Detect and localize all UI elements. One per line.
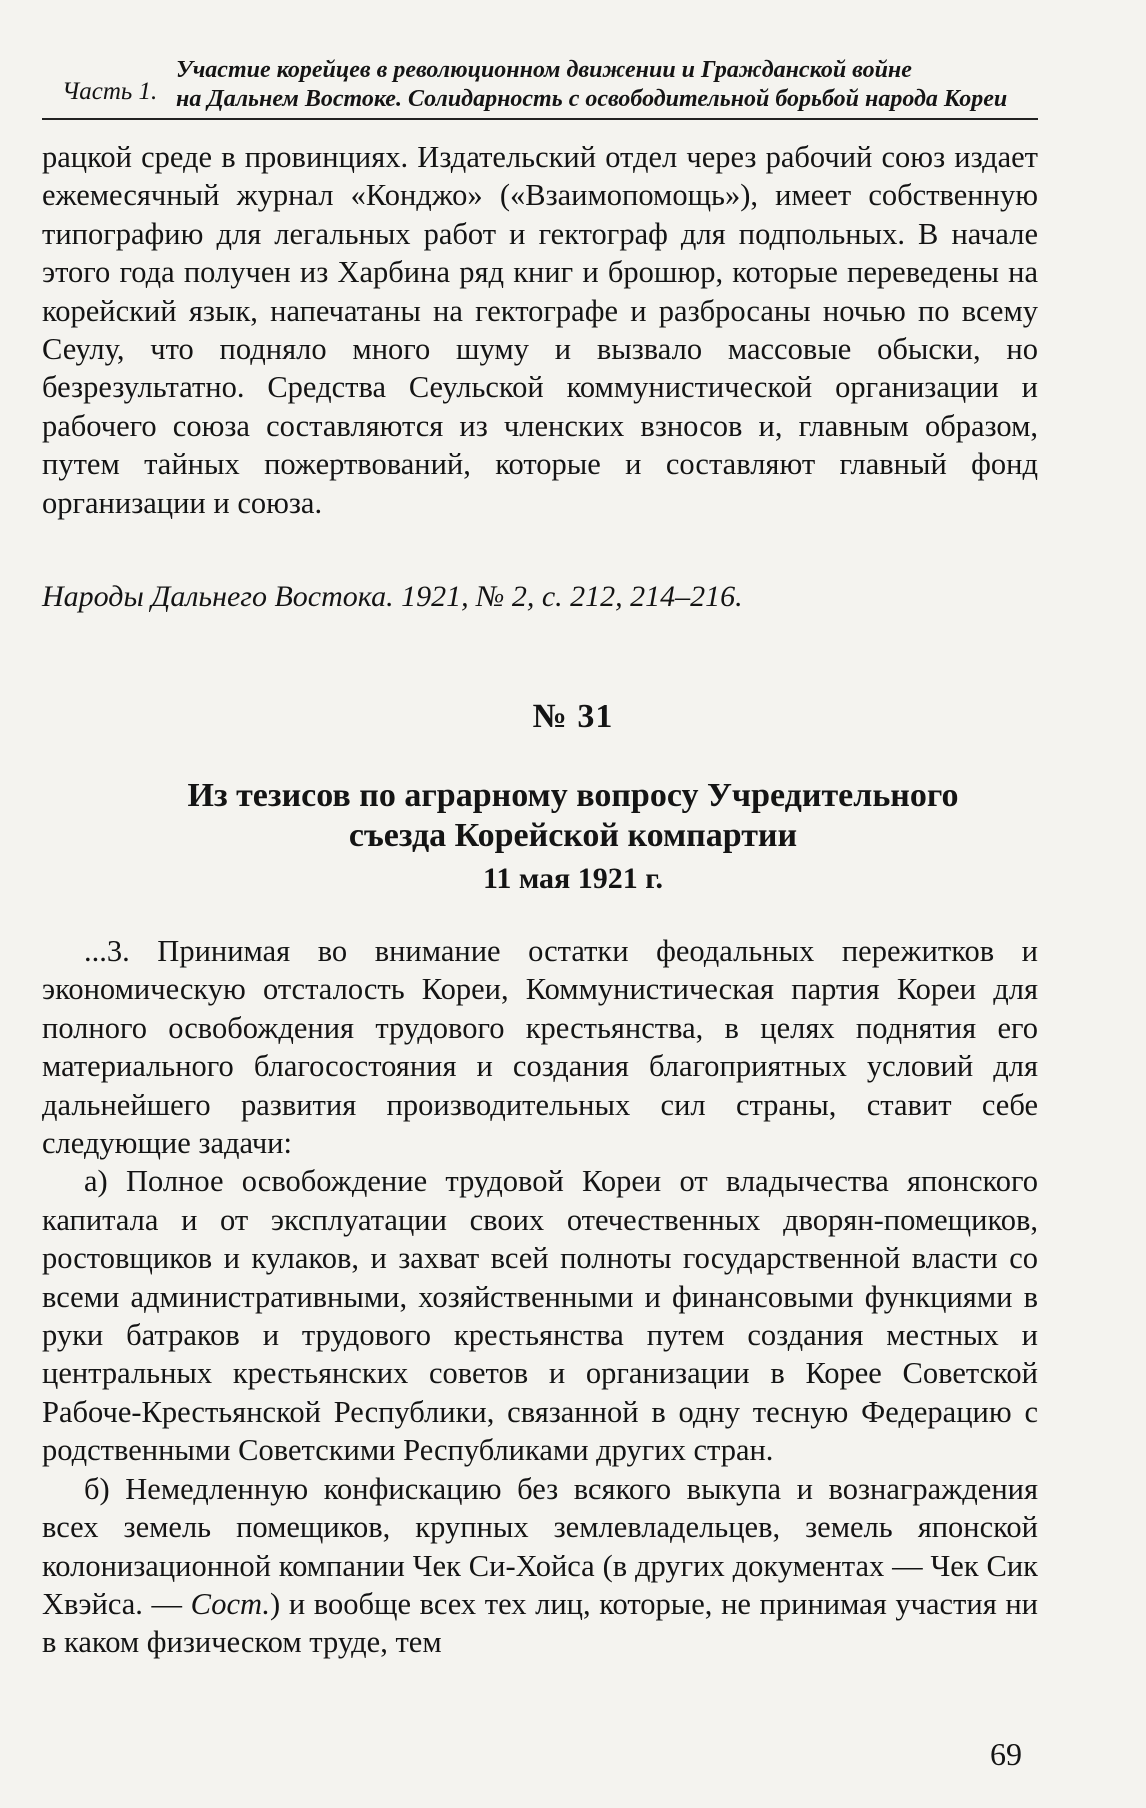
page-number: 69 [990,1736,1022,1772]
paragraph-b [42,1470,1038,1662]
paragraph-3: ...3. Принимая во внимание остатки феодальных пережитков и экономическую отсталость Кореи, Коммунистическая партия Кореи для полного освобождения трудового крестьянства, в целях поднятия его материального благосостояния и создания благоприятных условий для дальнейшего развития производительных сил страны, ставит себе следующие задачи: [42,934,1038,1161]
document-date: 11 мая 1921 г. [482,862,664,895]
document-title-line2: съезда Корейской компартии [348,817,798,854]
intro-paragraph-block [42,138,1038,522]
paragraph-b-end: ) и вообще всех тех лиц, которые, не принимая участия ни в каком физическом труде, тем [42,1586,1038,1660]
header-title-line2: на Дальнем Востоке. Солидарность с освободительной борьбой народа Кореи [176,86,1008,112]
paragraph-a: а) Полное освобождение трудовой Кореи от владычества японского капитала и от эксплуатации своих отечественных дворян-помещиков, ростовщиков и кулаков, и захват всей полноты государственной власти со всеми административными, хозяйственными и финансовыми функциями в руки батраков и трудового крестьянства путем создания местных и центральных крестьянских советов и организации в Корее Советской Рабоче-Крестьянской Республики, связанной в одну тесную Федерацию с родственными Советскими Республиками других стран. [42,1164,1038,1468]
paragraph-b-sost: Сост. [190,1586,271,1621]
document-title-line1: Из тезисов по аграрному вопросу Учредительного [187,777,959,814]
header-part-label: Часть 1. [62,78,158,105]
document-number: № 31 [532,698,614,735]
source-citation: Народы Дальнего Востока. 1921, № 2, с. 212, 214–216. [42,580,743,613]
intro-paragraph: рацкой среде в провинциях. Издательский отдел через рабочий союз издает ежемесячный журнал «Конджо» («Взаимопомощь»), имеет собственную типографию для легальных работ и гектограф для подпольных. В начале этого года получен из Харбина ряд книг и брошюр, которые переведены на корейский язык, напечатаны на гектографе и разбросаны ночью по всему Сеулу, что подняло много шуму и вызвало массовые обыски, но безрезультатно. Средства Сеульской коммунистической организации и рабочего союза составляются из членских взносов и, главным образом, путем тайных пожертвований, которые и составляют главный фонд организации и союза. [42,140,1038,520]
paragraph-b-start: б) Немедленную конфискацию без всякого выкупа и вознаграждения всех земель помещиков, крупных землевладельцев, земель японской колонизационной компании Чек Си-Хойса (в других документах — Чек Сик Хвэйса. — [42,1471,1038,1621]
theses-body [42,932,1038,1662]
header-title-line1: Участие корейцев в революционном движении и Гражданской войне [176,57,912,83]
running-header [42,50,1038,120]
document-title [80,776,1066,856]
header-chapter-title [176,56,1036,114]
